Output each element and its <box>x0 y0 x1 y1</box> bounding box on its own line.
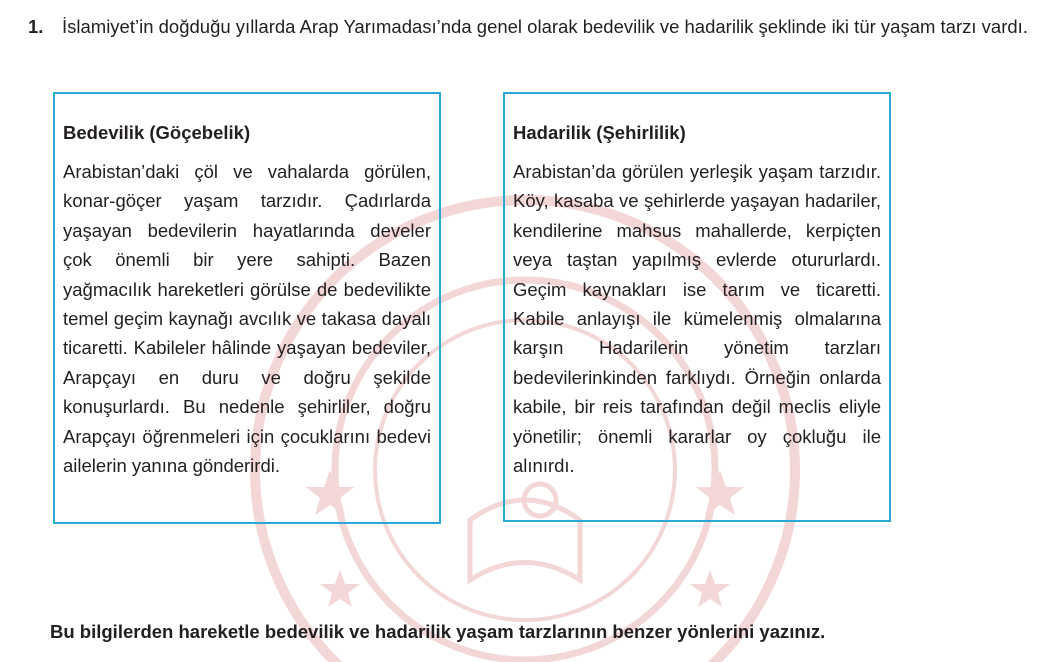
bedevilik-title: Bedevilik (Göçebelik) <box>63 122 251 143</box>
hadarilik-box <box>503 92 891 522</box>
hadarilik-title: Hadarilik (Şehirlilik) <box>513 122 686 143</box>
question-number: 1. <box>28 16 44 37</box>
bedevilik-box <box>53 92 441 524</box>
hadarilik-body: Arabistan’da görülen yerleşik yaşam tarzıdır. Köy, kasaba ve şehirlerde yaşayan hadariler, kendilerine mahsus mahallerde, kerpiçten veya taştan yapılmış evlerde otururlardı. Geçim kaynakları ise tarım ve ticaretti. Kabile anlayışı ile kümelenmiş olmalarına karşın Hadarilerin yönetim tarzları bedevilerinkinden farklıydı. Örneğin onlarda kabile, bir reis tarafından değil meclis eliyle yönetilir; önemli kararlar oy çokluğu ile alınırdı. <box>513 161 881 477</box>
bedevilik-body: Arabistan’daki çöl ve vahalarda görülen, konar-göçer yaşam tarzıdır. Çadırlarda yaşayan bedevilerin hayatlarında develer çok önemli bir yere sahipti. Bazen yağmacılık hareketleri görülse de bedevilikte temel geçim kaynağı avcılık ve takasa dayalı ticaretti. Kabileler hâlinde yaşayan bedeviler, Arapçayı en duru ve doğru şekilde konuşurlardı. Bu nedenle şehirliler, doğru Arapçayı öğrenmeleri için çocuklarını bedevi ailelerin yanına gönderirdi. <box>63 161 431 477</box>
task-instruction: Bu bilgilerden hareketle bedevilik ve hadarilik yaşam tarzlarının benzer yönlerini yazınız. <box>50 621 826 642</box>
question-text: İslamiyet’in doğduğu yıllarda Arap Yarımadası’nda genel olarak bedevilik ve hadarilik şeklinde iki tür yaşam tarzı vardı. <box>62 16 1028 37</box>
question <box>28 13 1040 40</box>
